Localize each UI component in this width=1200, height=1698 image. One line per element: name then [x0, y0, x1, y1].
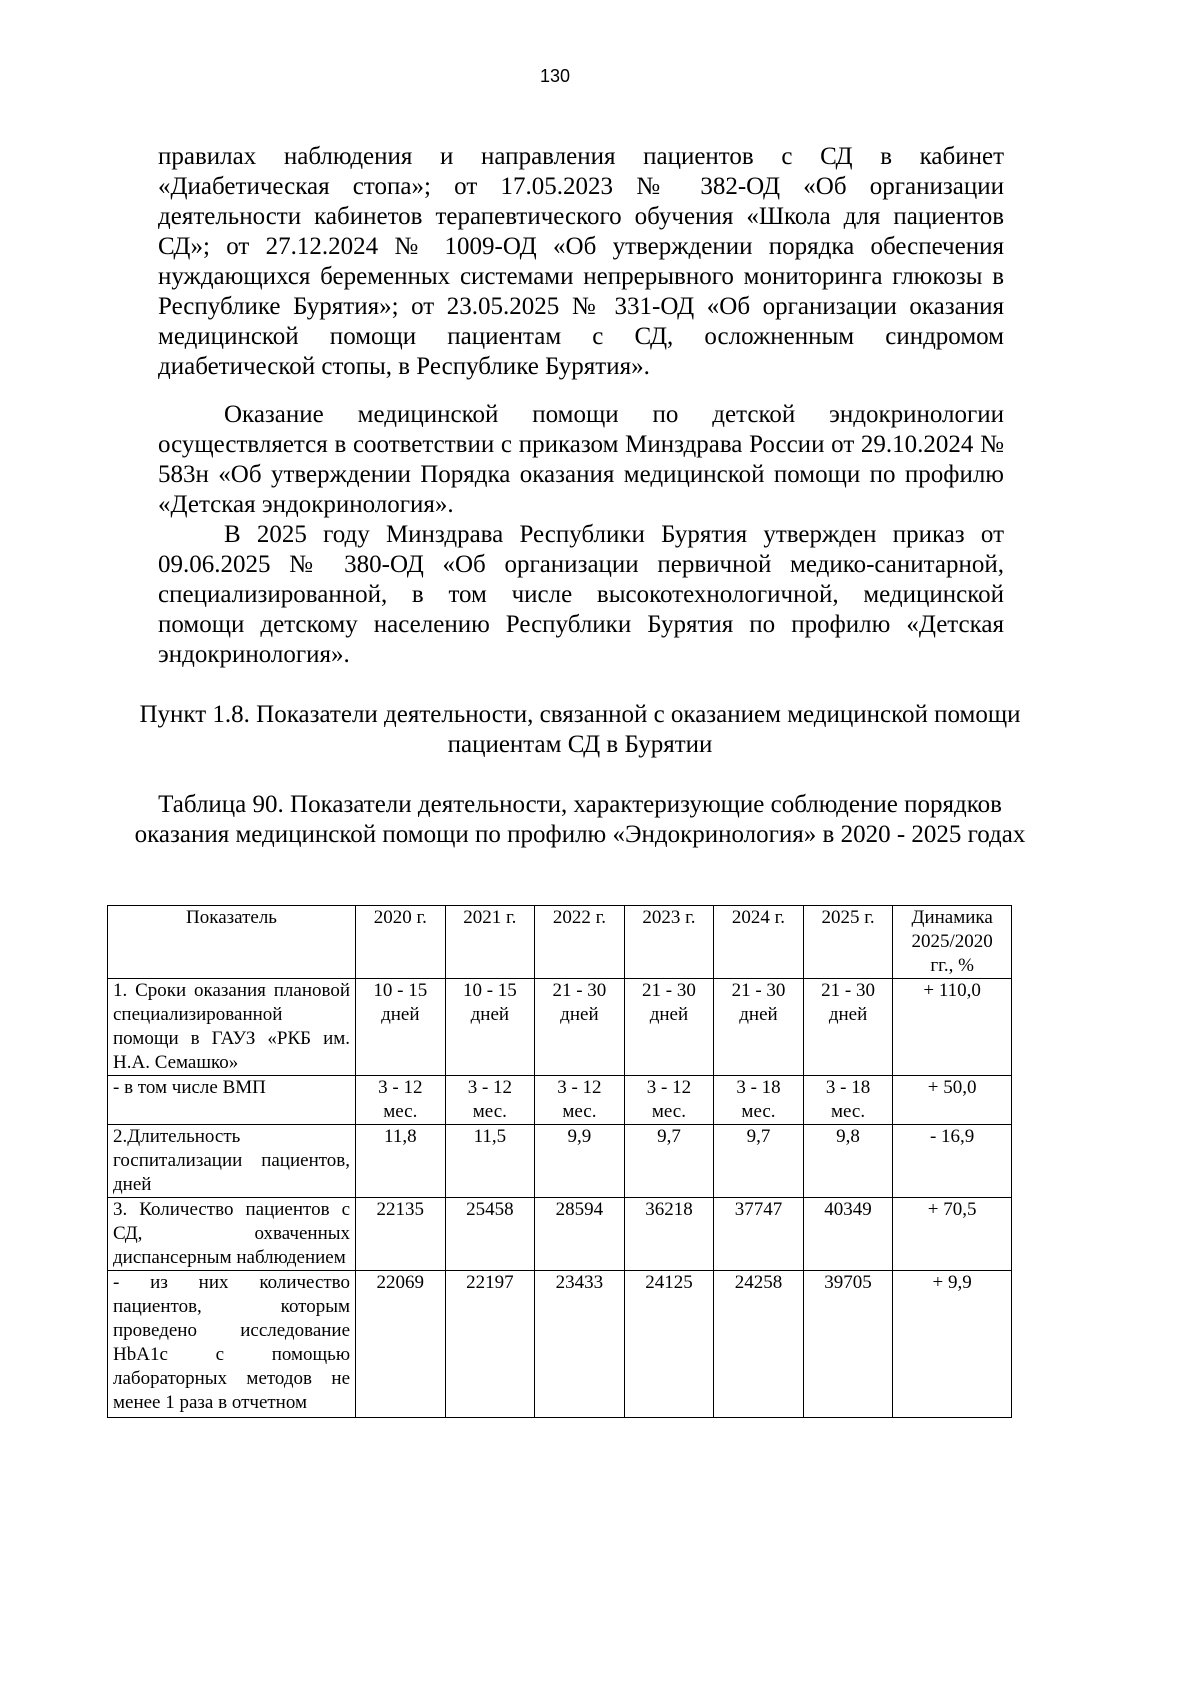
- cell-2021: 22197: [445, 1271, 535, 1418]
- body-paragraph-1: [158, 142, 1004, 382]
- body-paragraph-3: [158, 520, 1004, 670]
- cell-2020: 3 - 12 мес.: [356, 1076, 446, 1125]
- cell-2020: 22069: [356, 1271, 446, 1418]
- paragraph-text: Оказание медицинской помощи по детской эндокринологии осуществляется в соответствии с приказом Минздрава России от 29.10.2024 № 583н «Об утверждении Порядка оказания медицинской помощи по профилю «Детская эндокринология».: [158, 401, 1004, 518]
- cell-dynamics: + 70,5: [893, 1198, 1012, 1271]
- table-row: [108, 1076, 1012, 1125]
- cell-2023: 9,7: [624, 1125, 714, 1198]
- cell-2022: 28594: [535, 1198, 625, 1271]
- row-label: - из них количество пациентов, которым проведено исследование HbA1c с помощью лабораторных методов не менее 1 раза в отчетном: [108, 1271, 356, 1418]
- table-header-row: [108, 906, 1012, 979]
- body-paragraph-2: [158, 400, 1004, 520]
- cell-2025: 39705: [803, 1271, 893, 1418]
- cell-2025: 40349: [803, 1198, 893, 1271]
- cell-2022: 23433: [535, 1271, 625, 1418]
- cell-2025: 21 - 30 дней: [803, 979, 893, 1076]
- header-dynamics: Динамика 2025/2020 гг., %: [893, 906, 1012, 979]
- header-2023: 2023 г.: [624, 906, 714, 979]
- section-heading: Пункт 1.8. Показатели деятельности, связанной с оказанием медицинской помощи пациентам СД в Бурятии: [139, 701, 1021, 758]
- table-row: [108, 1125, 1012, 1198]
- cell-2021: 11,5: [445, 1125, 535, 1198]
- cell-2022: 21 - 30 дней: [535, 979, 625, 1076]
- cell-2020: 22135: [356, 1198, 446, 1271]
- cell-2024: 3 - 18 мес.: [714, 1076, 804, 1125]
- row-label: 3. Количество пациентов с СД, охваченных диспансерным наблюдением: [108, 1198, 356, 1271]
- cell-dynamics: + 110,0: [893, 979, 1012, 1076]
- cell-2023: 36218: [624, 1198, 714, 1271]
- header-indicator: Показатель: [108, 906, 356, 979]
- cell-2024: 9,7: [714, 1125, 804, 1198]
- page-number: 130: [539, 66, 571, 86]
- cell-dynamics: - 16,9: [893, 1125, 1012, 1198]
- paragraph-text: В 2025 году Минздрава Республики Бурятия утвержден приказ от 09.06.2025 № 380-ОД «Об организации первичной медико-санитарной, специализированной, в том числе высокотехнологичной, медицинской помощи детскому населению Республики Бурятия по профилю «Детская эндокринология».: [158, 521, 1004, 668]
- table-row: [108, 1271, 1012, 1418]
- cell-2021: 10 - 15 дней: [445, 979, 535, 1076]
- cell-2025: 9,8: [803, 1125, 893, 1198]
- header-2021: 2021 г.: [445, 906, 535, 979]
- cell-2021: 3 - 12 мес.: [445, 1076, 535, 1125]
- cell-2024: 37747: [714, 1198, 804, 1271]
- cell-2021: 25458: [445, 1198, 535, 1271]
- paragraph-text: правилах наблюдения и направления пациентов с СД в кабинет «Диабетическая стопа»; от 17.05.2023 № 382-ОД «Об организации деятельности кабинетов терапевтического обучения «Школа для пациентов СД»; от 27.12.2024 № 1009-ОД «Об утверждении порядка обеспечения нуждающихся беременных системами непрерывного мониторинга глюкозы в Республике Бурятия»; от 23.05.2025 № 331-ОД «Об организации оказания медицинской помощи пациентам с СД, осложненным синдромом диабетической стопы, в Республике Бурятия».: [158, 143, 1004, 380]
- table-row: [108, 979, 1012, 1076]
- table-row: [108, 1198, 1012, 1271]
- cell-dynamics: + 9,9: [893, 1271, 1012, 1418]
- header-2024: 2024 г.: [714, 906, 804, 979]
- row-label: 1. Сроки оказания плановой специализированной помощи в ГАУЗ «РКБ им. Н.А. Семашко»: [108, 979, 356, 1076]
- cell-2025: 3 - 18 мес.: [803, 1076, 893, 1125]
- row-label: - в том числе ВМП: [108, 1076, 356, 1125]
- row-label: 2.Длительность госпитализации пациентов, дней: [108, 1125, 356, 1198]
- header-2020: 2020 г.: [356, 906, 446, 979]
- cell-2020: 11,8: [356, 1125, 446, 1198]
- cell-2024: 21 - 30 дней: [714, 979, 804, 1076]
- header-2025: 2025 г.: [803, 906, 893, 979]
- cell-2020: 10 - 15 дней: [356, 979, 446, 1076]
- cell-2024: 24258: [714, 1271, 804, 1418]
- cell-2023: 24125: [624, 1271, 714, 1418]
- indicators-table: [107, 905, 1012, 1418]
- cell-2023: 3 - 12 мес.: [624, 1076, 714, 1125]
- header-2022: 2022 г.: [535, 906, 625, 979]
- table-caption: Таблица 90. Показатели деятельности, характеризующие соблюдение порядков оказания медицинской помощи по профилю «Эндокринология» в 2020 - 2025 годах: [134, 791, 1026, 848]
- cell-2023: 21 - 30 дней: [624, 979, 714, 1076]
- cell-2022: 3 - 12 мес.: [535, 1076, 625, 1125]
- cell-2022: 9,9: [535, 1125, 625, 1198]
- cell-dynamics: + 50,0: [893, 1076, 1012, 1125]
